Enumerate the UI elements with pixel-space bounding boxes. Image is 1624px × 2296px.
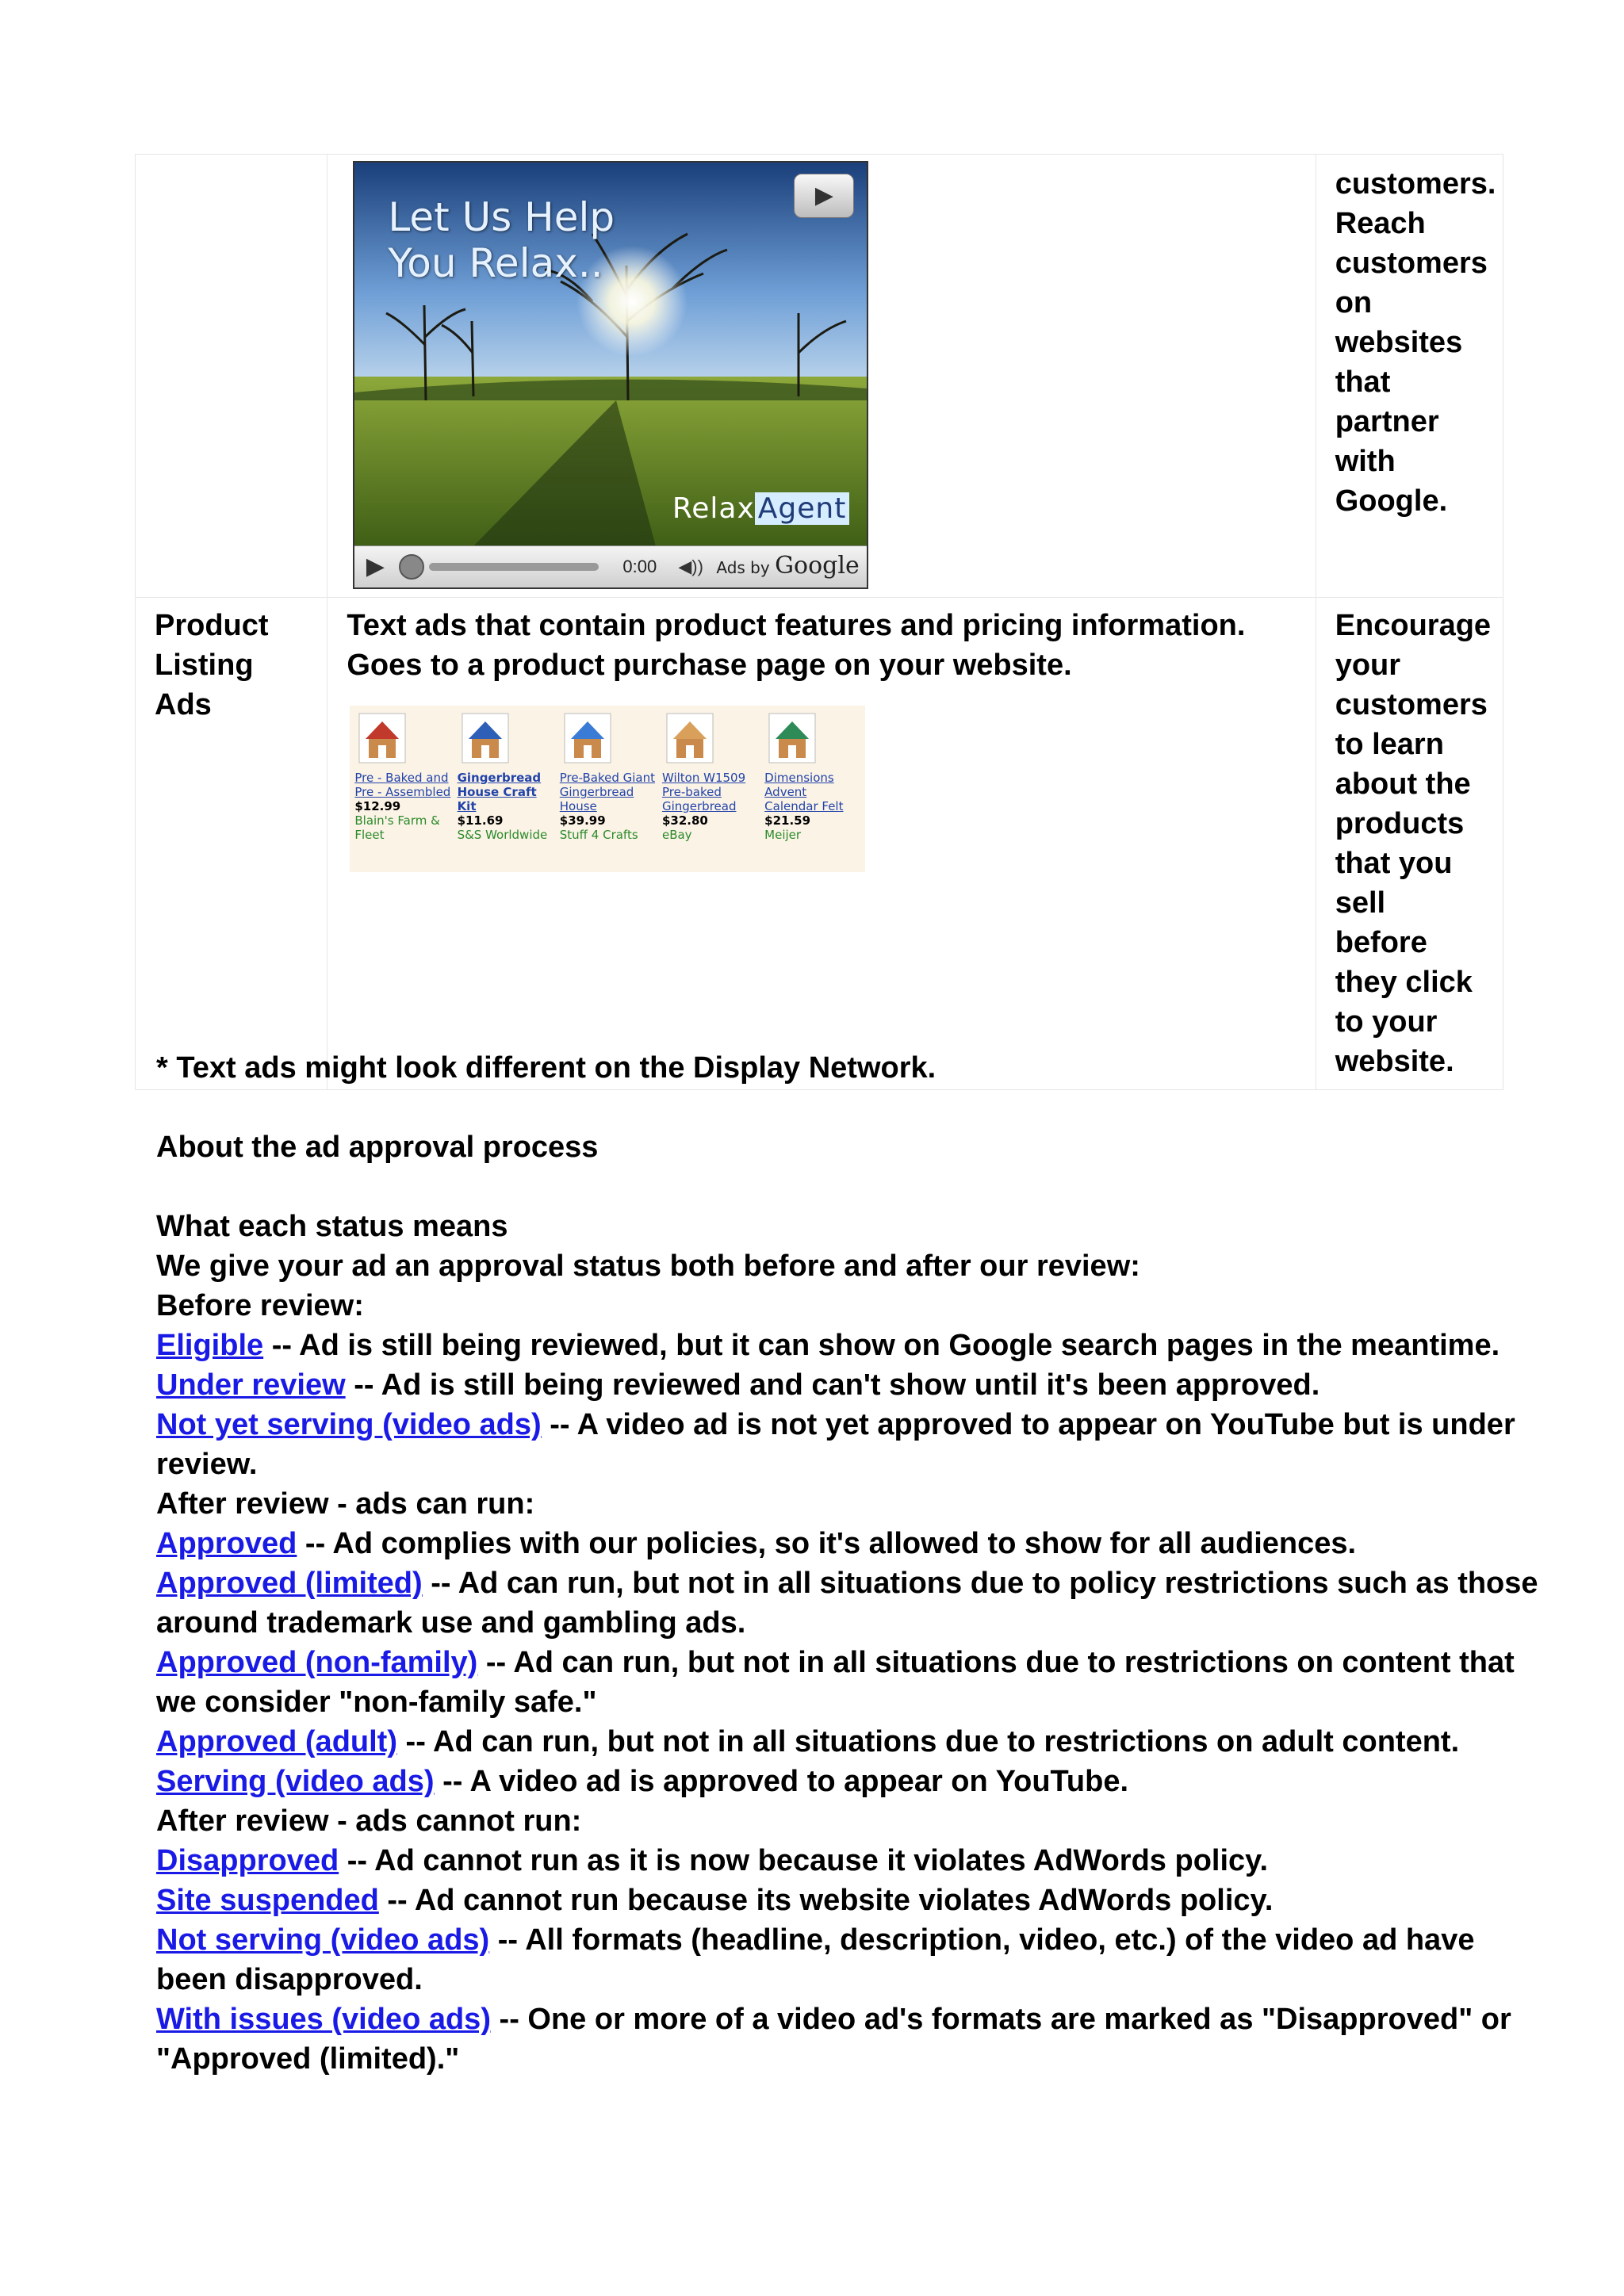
product-name-link[interactable]: Gingerbread House Craft Kit [457,771,542,813]
status-description: -- One or more of a video ad's formats are marked as "Disapproved" or "Approved (limited)." [156,2003,1511,2076]
product-seller: Meijer [764,828,802,842]
benefit-line: partner [1335,405,1439,438]
product-seller: Stuff 4 Crafts [559,828,638,842]
seek-handle[interactable] [399,554,424,580]
ad-description: Text ads that contain product features and pricing information. Goes to a product purchase page on your website. [347,609,1246,682]
table-row [136,598,1503,1090]
status-description: -- All formats (headline, description, video, etc.) of the video ad have been disapproved. [156,1923,1475,1996]
status-item [156,1999,1552,2079]
video-ad-example [353,161,868,589]
benefit-line: to your [1335,1005,1438,1039]
benefit-line: that you [1335,847,1453,880]
benefit-line: they click [1335,966,1473,999]
section-title: About the ad approval process [156,1131,599,1164]
benefit-line: products [1335,807,1465,840]
benefit-line: on [1335,286,1373,320]
status-link[interactable]: Approved (limited) [156,1567,423,1600]
after-cannot-list [156,1841,1552,2079]
after-can-list [156,1524,1552,1801]
benefit-line: Google. [1335,484,1448,518]
status-item [156,1405,1552,1484]
ad-type-cell [136,155,327,598]
benefit-line: customers. [1335,167,1496,201]
status-link[interactable]: Eligible [156,1329,264,1362]
benefit-cell [1316,598,1503,1090]
benefit-line: with [1335,445,1396,478]
product-thumbnail[interactable] [354,710,410,766]
advertiser-logo: Relax Agent [672,489,849,529]
status-description: -- Ad can run, but not in all situations due to policy restrictions such as those around trademark use and gambling ads. [156,1567,1538,1640]
video-time: 0:00 [622,557,657,576]
ad-type-cell [136,598,327,1090]
before-review-list [156,1326,1552,1484]
status-link[interactable]: Under review [156,1368,346,1402]
status-link[interactable]: With issues (video ads) [156,2003,491,2036]
product-item[interactable] [662,710,758,867]
product-listing-example [350,706,865,872]
benefit-line: website. [1335,1045,1454,1078]
video-ad-headline: Let Us Help You Relax.. [388,194,615,286]
benefit-cell [1316,155,1503,598]
product-seller: Blain's Farm & Fleet [354,813,440,842]
subsection-title: What each status means [156,1210,508,1243]
status-link[interactable]: Approved (adult) [156,1725,397,1758]
ad-formats-table [135,154,1503,1090]
benefit-line: websites [1335,326,1463,359]
intro-text: We give your ad an approval status both before and after our review: [156,1249,1140,1283]
after-cannot-heading: After review - ads cannot run: [156,1804,582,1838]
status-link[interactable]: Not serving (video ads) [156,1923,490,1957]
product-thumbnail[interactable] [560,710,615,766]
status-item [156,1881,1552,1920]
product-price: $39.99 [559,813,606,828]
product-price: $11.69 [457,813,504,828]
product-seller: S&S Worldwide [457,828,548,842]
status-item [156,1326,1552,1365]
product-price: $12.99 [354,799,401,813]
status-item [156,1365,1552,1405]
status-item [156,1524,1552,1563]
volume-icon[interactable]: ◀)) [678,557,703,576]
play-icon[interactable]: ▶ [366,553,385,580]
product-name-link[interactable]: Dimensions Advent Calendar Felt [764,771,844,813]
status-description: -- A video ad is approved to appear on YouTube. [434,1765,1129,1798]
status-item [156,1563,1552,1643]
ad-type-label: Product Listing Ads [155,609,269,721]
product-name-link[interactable]: Wilton W1509 Pre-baked Gingerbread [661,771,746,813]
table-row [136,155,1503,598]
status-link[interactable]: Disapproved [156,1844,339,1877]
status-description: -- Ad is still being reviewed and can't show until it's been approved. [345,1368,1320,1402]
status-link[interactable]: Site suspended [156,1884,379,1917]
status-description: -- Ad can run, but not in all situations due to restrictions on adult content. [396,1725,1460,1758]
product-price: $32.80 [661,813,708,828]
status-item [156,1841,1552,1881]
status-description: -- Ad can run, but not in all situations due to restrictions on content that we consider "non-family safe." [156,1646,1515,1719]
benefit-line: Encourage [1335,609,1492,642]
benefit-line: to learn [1335,728,1444,761]
product-item[interactable] [458,710,553,867]
product-thumbnail[interactable] [662,710,718,766]
benefit-line: about the [1335,767,1471,801]
status-description: -- Ad cannot run because its website violates AdWords policy. [378,1884,1274,1917]
benefit-line: that [1335,365,1391,399]
benefit-line: customers [1335,688,1488,721]
status-link[interactable]: Serving (video ads) [156,1765,435,1798]
product-thumbnail[interactable] [458,710,513,766]
status-link[interactable]: Approved (non-family) [156,1646,478,1679]
product-seller: eBay [661,828,692,842]
status-link[interactable]: Approved [156,1527,297,1560]
benefit-line: Reach [1335,207,1426,240]
before-review-heading: Before review: [156,1289,364,1322]
play-overlay-button[interactable] [794,174,854,218]
benefit-line: customers [1335,247,1488,280]
status-item [156,1762,1552,1801]
product-thumbnail[interactable] [764,710,820,766]
product-item[interactable] [560,710,656,867]
video-controls-bar [354,545,867,587]
status-description: -- Ad complies with our policies, so it's allowed to show for all audiences. [297,1527,1357,1560]
play-icon: ▶ [814,182,833,209]
product-item[interactable] [764,710,860,867]
status-link[interactable]: Not yet serving (video ads) [156,1408,542,1441]
status-description: -- Ad cannot run as it is now because it violates AdWords policy. [339,1844,1269,1877]
product-name-link[interactable]: Pre - Baked and Pre - Assembled [354,771,451,799]
status-item [156,1643,1552,1722]
status-description: -- A video ad is not yet approved to appear on YouTube but is under review. [156,1408,1515,1481]
benefit-line: your [1335,649,1401,682]
table-footnote: * Text ads might look different on the Display Network. [156,1051,936,1085]
seek-bar[interactable] [429,563,599,571]
benefit-line: sell before [1335,886,1427,959]
after-can-heading: After review - ads can run: [156,1487,535,1521]
ads-by-google-label: Ads by Google [716,552,860,580]
status-item [156,1722,1552,1762]
status-description: -- Ad is still being reviewed, but it can show on Google search pages in the meantime. [263,1329,1500,1362]
approval-text [156,1048,1552,2079]
status-item [156,1920,1552,1999]
example-cell [327,598,1316,1090]
product-price: $21.59 [764,813,811,828]
product-item[interactable] [354,710,450,867]
product-name-link[interactable]: Pre-Baked Giant Gingerbread House [559,771,656,813]
example-cell [327,155,1316,598]
